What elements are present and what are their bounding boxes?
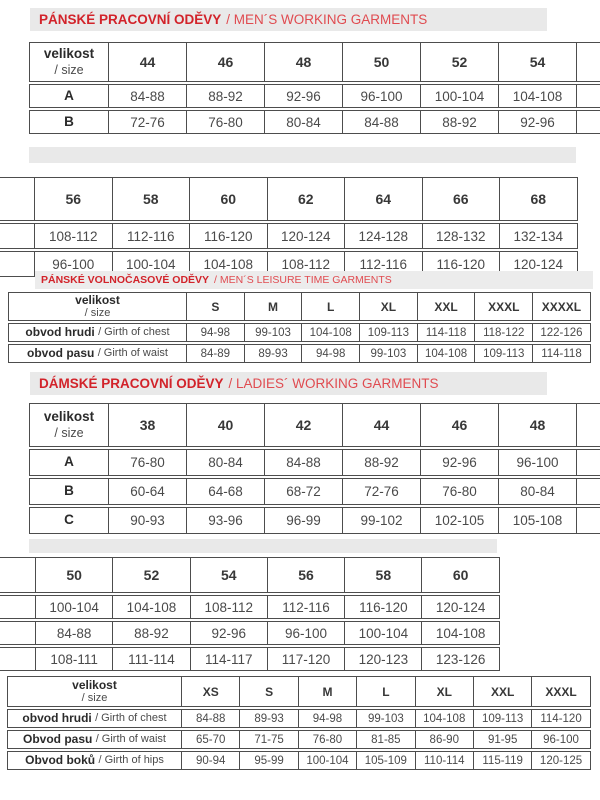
table-row [7,730,591,749]
value-cell: 99-103 [359,345,417,362]
value-cell: 112-116 [112,224,190,248]
value-cell: 111-114 [112,648,189,670]
value-cell: 76-80 [108,450,186,475]
value-cell: 105-108 [498,508,576,533]
table-ladies-girth [7,676,591,770]
row-label-cell [9,345,186,362]
cropped-header-cell [576,404,600,446]
value-cell: 76-80 [186,111,264,133]
value-cell: 88-92 [186,85,264,107]
size-header-cell: 62 [267,178,345,220]
section-title-english: / LADIES´ WORKING GARMENTS [228,376,439,391]
size-table [0,177,578,277]
section-title-ladies-working [30,372,547,395]
value-cell: 94-98 [186,324,244,341]
size-header-cell: 58 [112,178,190,220]
value-cell: 89-93 [244,345,302,362]
value-cell: 116-120 [422,252,500,276]
size-header-cell: 50 [342,43,420,81]
size-header-cell: XXXXL [532,293,590,320]
size-header-cell: 40 [186,404,264,446]
cropped-cell [576,111,600,133]
size-header-cell: XXXL [474,293,532,320]
section-title-czech: PÁNSKÉ PRACOVNÍ ODĚVY [39,12,222,27]
header-label-english: / size [54,425,84,440]
size-header-cell: 52 [112,558,189,592]
row-stub-cell [0,648,35,670]
row-label-czech: obvod hrudi [22,711,96,726]
value-cell: 96-100 [34,252,112,276]
spacer-bar [29,539,497,553]
value-cell: 92-96 [498,111,576,133]
value-cell: 91-95 [473,731,531,748]
value-cell: 114-117 [190,648,267,670]
row-label-english: / Girth of hips [98,753,164,766]
row-label-czech: obvod hrudi [25,325,99,340]
size-table [8,292,591,363]
size-header-cell: 52 [420,43,498,81]
size-table [29,403,600,534]
size-header-cell: 44 [342,404,420,446]
value-cell: 92-96 [420,450,498,475]
value-cell: 116-120 [344,596,421,618]
row-label-english: / Girth of chest [98,325,170,338]
size-header-cell: XS [181,677,239,706]
value-cell: 94-98 [298,710,356,727]
value-cell: 117-120 [267,648,344,670]
value-cell: 114-120 [531,710,589,727]
header-label-czech: velikost [75,292,120,307]
row-stub-cell [0,622,35,644]
section-title-czech: PÁNSKÉ VOLNOČASOVÉ ODĚVY [41,274,210,286]
value-cell: 104-108 [112,596,189,618]
value-cell: 128-132 [422,224,500,248]
cropped-cell [576,479,600,504]
table-row [29,478,600,505]
value-cell: 105-109 [356,752,414,769]
header-label-english: / size [84,307,111,320]
row-label-cell [8,710,181,727]
value-cell: 104-108 [189,252,267,276]
value-cell: 90-94 [181,752,239,769]
row-stub-cell [0,252,34,276]
size-table [0,557,500,671]
value-cell: 71-75 [239,731,297,748]
table-row [29,110,600,134]
size-header-cell: 48 [498,404,576,446]
value-cell: 80-84 [186,450,264,475]
value-cell: 68-72 [264,479,342,504]
value-cell: 100-104 [112,252,190,276]
row-stub-cell [0,596,35,618]
section-title-english: / MEN´S LEISURE TIME GARMENTS [214,274,392,286]
value-cell: 104-108 [417,345,475,362]
cropped-cell [576,508,600,533]
cropped-header-cell [576,43,600,81]
value-cell: 95-99 [239,752,297,769]
header-stub-cell [0,558,35,592]
value-cell: 96-100 [531,731,589,748]
value-cell: 99-102 [342,508,420,533]
row-label-cell [8,752,181,769]
size-header-cell: M [244,293,302,320]
size-header-cell: 48 [264,43,342,81]
value-cell: 60-64 [108,479,186,504]
section-title-mens-working [30,8,547,31]
size-label-header-cell [8,677,181,706]
size-label-header-cell [9,293,186,320]
table-header-row [29,42,600,82]
value-cell: 94-98 [301,345,359,362]
value-cell: 76-80 [420,479,498,504]
table-row [0,621,500,645]
value-cell: 65-70 [181,731,239,748]
table-mens-leisure-girth [8,292,591,363]
table-row [7,709,591,728]
value-cell: 72-76 [342,479,420,504]
row-label-cell: B [64,113,74,129]
value-cell: 109-113 [359,324,417,341]
value-cell: 84-88 [181,710,239,727]
size-header-cell: XL [359,293,417,320]
value-cell: 89-93 [239,710,297,727]
table-row [8,344,591,363]
size-header-cell: 56 [267,558,344,592]
size-header-cell: 54 [190,558,267,592]
value-cell: 100-104 [35,596,112,618]
header-label-czech: velikost [43,46,95,62]
row-label-english: / Girth of chest [95,711,167,724]
value-cell: 104-108 [498,85,576,107]
size-header-cell: XXL [417,293,475,320]
table-row [8,323,591,342]
table-row [29,84,600,108]
table-header-row [7,676,591,707]
table-row [7,751,591,770]
value-cell: 100-104 [344,622,421,644]
value-cell: 96-100 [498,450,576,475]
value-cell: 114-118 [532,345,590,362]
value-cell: 99-103 [356,710,414,727]
value-cell: 108-112 [267,252,345,276]
value-cell: 120-124 [267,224,345,248]
table-mens-sizes-44-54 [29,42,600,134]
size-header-cell: M [298,677,356,706]
cropped-cell [576,85,600,107]
value-cell: 120-124 [499,252,577,276]
value-cell: 76-80 [298,731,356,748]
size-header-cell: 50 [35,558,112,592]
value-cell: 92-96 [264,85,342,107]
value-cell: 104-108 [415,710,473,727]
row-label-cell [8,731,181,748]
value-cell: 80-84 [264,111,342,133]
header-label-czech: velikost [72,677,117,692]
spacer-bar [29,147,576,163]
value-cell: 64-68 [186,479,264,504]
value-cell: 90-93 [108,508,186,533]
header-stub-cell [0,178,34,220]
size-header-cell: XL [415,677,473,706]
value-cell: 104-108 [421,622,498,644]
size-header-cell: XXXL [531,677,589,706]
row-label-czech: obvod pasu [27,346,98,361]
size-header-cell: 46 [186,43,264,81]
row-label-english: / Girth of waist [95,732,166,745]
value-cell: 120-125 [531,752,589,769]
size-header-cell: L [301,293,359,320]
value-cell: 84-88 [342,111,420,133]
value-cell: 88-92 [342,450,420,475]
header-label-english: / size [81,692,108,705]
table-row [0,647,500,671]
value-cell: 96-100 [342,85,420,107]
value-cell: 88-92 [112,622,189,644]
value-cell: 84-88 [108,85,186,107]
value-cell: 102-105 [420,508,498,533]
section-title-czech: DÁMSKÉ PRACOVNÍ ODĚVY [39,376,224,391]
value-cell: 99-103 [244,324,302,341]
table-header-row [29,403,600,447]
table-row [29,449,600,476]
value-cell: 84-89 [186,345,244,362]
section-title-english: / MEN´S WORKING GARMENTS [226,12,428,27]
row-label-english: / Girth of waist [97,346,168,359]
value-cell: 93-96 [186,508,264,533]
value-cell: 114-118 [417,324,475,341]
size-label-header-cell [30,404,108,446]
size-header-cell: 38 [108,404,186,446]
value-cell: 118-122 [474,324,532,341]
size-header-cell: S [186,293,244,320]
size-header-cell: S [239,677,297,706]
size-header-cell: 44 [108,43,186,81]
value-cell: 108-111 [35,648,112,670]
table-header-row [0,177,578,221]
value-cell: 124-128 [344,224,422,248]
size-header-cell: 64 [344,178,422,220]
value-cell: 120-124 [421,596,498,618]
value-cell: 84-88 [35,622,112,644]
size-header-cell: 60 [421,558,498,592]
value-cell: 108-112 [190,596,267,618]
value-cell: 96-99 [264,508,342,533]
row-label-cell: A [64,87,74,103]
size-header-cell: 42 [264,404,342,446]
value-cell: 123-126 [421,648,498,670]
value-cell: 72-76 [108,111,186,133]
value-cell: 115-119 [473,752,531,769]
size-header-cell: 56 [34,178,112,220]
value-cell: 80-84 [498,479,576,504]
table-row [29,507,600,534]
size-label-header-cell [30,43,108,81]
value-cell: 96-100 [267,622,344,644]
value-cell: 86-90 [415,731,473,748]
size-header-cell: 68 [499,178,577,220]
header-label-czech: velikost [43,409,95,425]
value-cell: 81-85 [356,731,414,748]
row-stub-cell [0,224,34,248]
size-header-cell: L [356,677,414,706]
header-label-english: / size [54,62,84,77]
table-row [0,595,500,619]
table-ladies-sizes-38-48 [29,403,600,534]
row-label-cell: C [64,512,74,528]
size-header-cell: 66 [422,178,500,220]
value-cell: 100-104 [298,752,356,769]
value-cell: 132-134 [499,224,577,248]
size-header-cell: 46 [420,404,498,446]
table-ladies-sizes-50-60 [0,557,500,671]
size-header-cell: XXL [473,677,531,706]
value-cell: 108-112 [34,224,112,248]
table-header-row [0,557,500,593]
value-cell: 110-114 [415,752,473,769]
value-cell: 109-113 [473,710,531,727]
value-cell: 116-120 [189,224,267,248]
value-cell: 88-92 [420,111,498,133]
value-cell: 112-116 [344,252,422,276]
value-cell: 120-123 [344,648,421,670]
size-header-cell: 54 [498,43,576,81]
row-label-cell [9,324,186,341]
value-cell: 100-104 [420,85,498,107]
section-title-mens-leisure [35,271,593,289]
table-row [0,223,578,249]
size-table [29,42,600,134]
value-cell: 109-113 [474,345,532,362]
row-label-cell: A [64,454,74,470]
row-label-cell: B [64,483,74,499]
size-table [7,676,591,770]
value-cell: 92-96 [190,622,267,644]
value-cell: 104-108 [301,324,359,341]
size-header-cell: 58 [344,558,421,592]
table-header-row [8,292,591,321]
value-cell: 112-116 [267,596,344,618]
cropped-cell [576,450,600,475]
row-label-czech: Obvod pasu [23,732,96,747]
row-label-czech: Obvod boků [25,753,99,768]
size-header-cell: 60 [189,178,267,220]
value-cell: 84-88 [264,450,342,475]
value-cell: 122-126 [532,324,590,341]
table-mens-sizes-56-68 [0,177,579,277]
